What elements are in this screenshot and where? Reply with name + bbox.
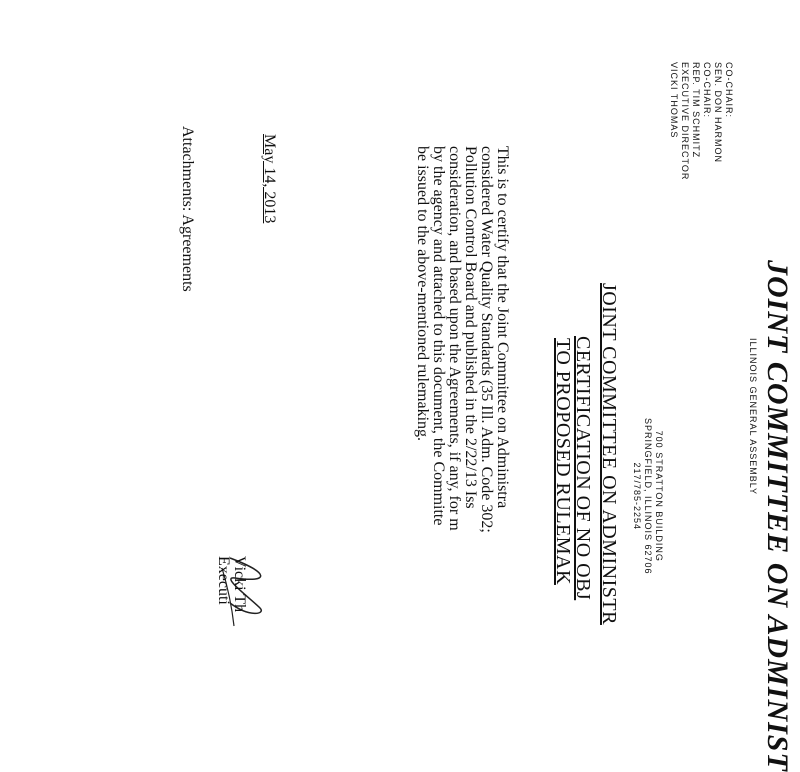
body-line: considered Water Quality Standards (35 Ill. Adm. Code 302; — [478, 146, 495, 533]
certification-body — [414, 146, 510, 706]
signer-name: Vicki Th — [231, 556, 248, 613]
body-line: This is to certify that the Joint Committee on Administra — [494, 146, 511, 509]
body-line: consideration, and based upon the Agreements, if any, for m — [446, 146, 463, 531]
officer-line: REP. TIM SCHMITZ — [691, 62, 701, 159]
certification-title-line2: TO PROPOSED RULEMAK — [552, 338, 574, 585]
officer-line: CO-CHAIR: — [724, 62, 734, 118]
officer-line: VICKI THOMAS — [669, 62, 679, 139]
address-block — [631, 418, 664, 575]
body-line: be issued to the above-mentioned rulemaking. — [414, 146, 431, 442]
document-date: May 14, 2013 — [261, 134, 278, 224]
general-assembly-subtitle: ILLINOIS GENERAL ASSEMBLY — [748, 338, 758, 496]
committee-name: JOINT COMMITTEE ON ADMINISTR — [598, 283, 620, 625]
officer-line: CO-CHAIR: — [702, 62, 712, 118]
officers-block — [668, 62, 734, 180]
body-line: by the agency and attached to this document, the Committe — [430, 146, 447, 526]
officer-line: SEN. DON HARMON — [713, 62, 723, 164]
officer-line: EXECUTIVE DIRECTOR — [680, 62, 690, 181]
address-line: 217/785-2254 — [632, 462, 642, 531]
body-line: Pollution Control Board and published in the 2/22/13 Iss — [462, 146, 479, 509]
attachments-line: Attachments: Agreements — [179, 126, 196, 292]
address-line: 700 STRATTON BUILDING — [654, 430, 664, 562]
signer-title: Executi — [215, 556, 232, 605]
address-line: SPRINGFIELD, ILLINOIS 62706 — [643, 418, 653, 575]
committee-header-title: JOINT COMMITTEE ON ADMINIST — [761, 260, 794, 772]
certification-title-line1: CERTIFICATION OF NO OBJ — [572, 336, 594, 601]
